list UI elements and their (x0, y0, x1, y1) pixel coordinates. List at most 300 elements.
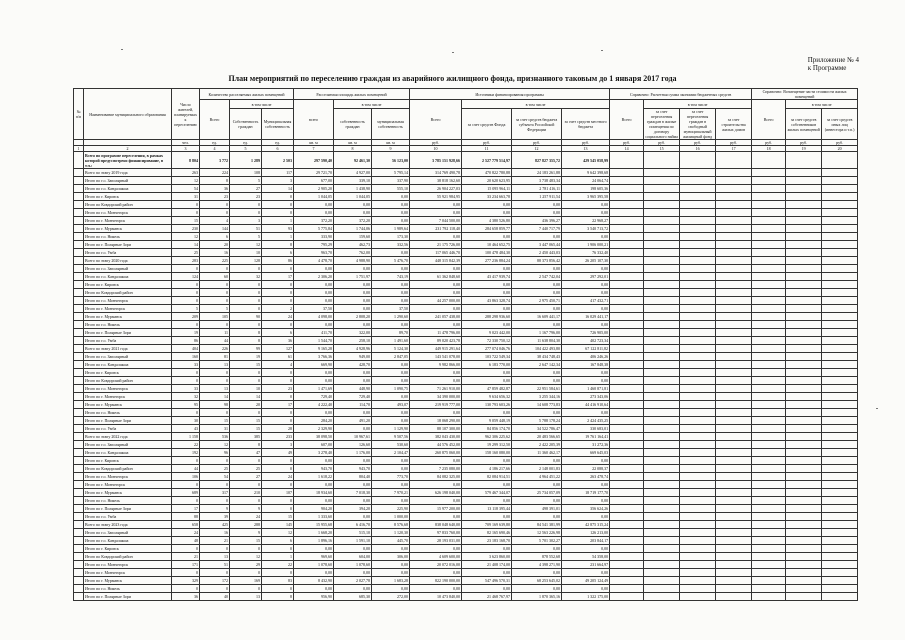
row-value (610, 265, 644, 273)
row-value (610, 305, 644, 313)
row-value: 0,00 (294, 457, 334, 465)
row-value (786, 353, 822, 361)
row-value: 0 (262, 505, 294, 513)
row-value (716, 361, 752, 369)
row-value (822, 257, 858, 265)
row-value: 0 (172, 265, 200, 273)
row-value: 21 (172, 553, 200, 561)
row-value: 1 (262, 553, 294, 561)
row-value: 0,00 (462, 305, 512, 313)
row-value: 3 766,36 (294, 353, 334, 361)
row-value: 0,00 (372, 465, 410, 473)
row-value: 21 468 767,97 (462, 593, 512, 601)
total-row-label: Всего по программе переселения, в рамках которой предусмотрено финансирование, в т.ч.: (84, 152, 172, 169)
row-value (752, 305, 786, 313)
row-value (752, 361, 786, 369)
row-value: 0,00 (372, 457, 410, 465)
row-value (716, 561, 752, 569)
row-value (716, 169, 752, 177)
unit-cell: руб. (562, 140, 610, 146)
row-value: 124 (172, 273, 200, 281)
row-value (610, 249, 644, 257)
row-label: Итого по г.о. Мончегорск (84, 473, 172, 481)
row-value: 773,70 (372, 473, 410, 481)
row-value: 669 645,03 (562, 449, 610, 457)
row-value: 29 721,70 (294, 169, 334, 177)
table-row (74, 297, 858, 305)
row-value: 21 175 726,00 (410, 241, 462, 249)
row-value: 16 029 441,17 (562, 313, 610, 321)
row-value: 3 (262, 441, 294, 449)
row-value: 24 (230, 513, 262, 521)
row-value: 658 (172, 521, 200, 529)
row-value: 105 (200, 313, 230, 321)
row-value (822, 481, 858, 489)
row-value (610, 385, 644, 393)
row-value (680, 569, 716, 577)
col-fin-fund: за счет средств Фонда (462, 109, 512, 140)
row-value (644, 537, 680, 545)
col-econ-b: за счет переселения граждан в свободный муниципальный жилищный фонд (680, 109, 716, 140)
row-value (644, 529, 680, 537)
row-value (716, 217, 752, 225)
table-row (74, 209, 858, 217)
row-value: 0,00 (372, 417, 410, 425)
row-value (822, 217, 858, 225)
row-value: 24 (262, 313, 294, 321)
row-value (822, 241, 858, 249)
row-value (644, 321, 680, 329)
row-value: 0,00 (512, 377, 562, 385)
row-value (752, 217, 786, 225)
row-value (822, 457, 858, 465)
col-comp-total: Всего (752, 100, 786, 140)
row-value (644, 273, 680, 281)
row-value: 284 658 859,77 (462, 225, 512, 233)
table-row (74, 521, 858, 529)
row-value (716, 473, 752, 481)
row-label: Итого по Ковдорский район (84, 465, 172, 473)
row-value: 0,00 (294, 369, 334, 377)
row-value: 2 547 742,04 (512, 273, 562, 281)
row-value: 219 919 777,00 (410, 401, 462, 409)
row-value (644, 249, 680, 257)
table-row (74, 505, 858, 513)
row-value (610, 457, 644, 465)
row-value (716, 385, 752, 393)
row-value: 130 793 603,26 (462, 401, 512, 409)
table-row (74, 441, 858, 449)
row-value: 0,00 (410, 457, 462, 465)
row-value: 0,00 (372, 585, 410, 593)
row-value: 23 (230, 193, 262, 201)
row-value: 117 065 446,70 (410, 249, 462, 257)
row-value: 0,00 (372, 361, 410, 369)
row-value: 0,00 (562, 265, 610, 273)
row-value (822, 521, 858, 529)
row-value (752, 433, 786, 441)
row-value (610, 209, 644, 217)
row-value: 37,50 (294, 305, 334, 313)
row-value: 173,30 (372, 233, 410, 241)
column-number: 5 (230, 146, 262, 152)
column-number: 1 (74, 146, 84, 152)
row-value: 0,00 (562, 497, 610, 505)
row-value (680, 585, 716, 593)
row-value: 1 333,60 (294, 513, 334, 521)
row-value: 1 (262, 233, 294, 241)
row-label: Всего по этапу 2022 года (84, 433, 172, 441)
row-value (610, 169, 644, 177)
row-value: 288 298 936,60 (462, 313, 512, 321)
row-value (752, 481, 786, 489)
row-value (680, 377, 716, 385)
row-label: Итого по г.о. Умба (84, 425, 172, 433)
row-value (822, 473, 858, 481)
row-value: 28 (262, 425, 294, 433)
row-value: 709 169 639,80 (462, 521, 512, 529)
row-value: 0,00 (294, 281, 334, 289)
row-value: 0 (230, 321, 262, 329)
row-value: 0,00 (512, 369, 562, 377)
row-value (716, 425, 752, 433)
row-value: 322,00 (334, 329, 372, 337)
row-value (752, 369, 786, 377)
column-number: 17 (716, 146, 752, 152)
row-value: 5 (230, 177, 262, 185)
table-row (74, 249, 858, 257)
col-no-header: № п/п (74, 89, 84, 140)
row-value: 685,30 (334, 593, 372, 601)
unit-cell: руб. (822, 140, 858, 146)
row-value: 943,70 (334, 465, 372, 473)
row-value (610, 225, 644, 233)
row-value (716, 513, 752, 521)
row-value: 12 (172, 177, 200, 185)
row-value: 0,00 (372, 393, 410, 401)
row-value (786, 441, 822, 449)
row-value: 44 (172, 465, 200, 473)
row-value: 18 719 177,70 (562, 489, 610, 497)
row-value (786, 585, 822, 593)
unit-cell: руб. (410, 140, 462, 146)
row-value: 1 460 871,81 (562, 385, 610, 393)
row-value (680, 529, 716, 537)
row-value: 23 (200, 193, 230, 201)
row-value (610, 425, 644, 433)
row-value: 0,00 (562, 209, 610, 217)
row-value: 0,00 (334, 409, 372, 417)
row-value: 0,00 (334, 377, 372, 385)
comp-in-that: в том числе (786, 100, 858, 109)
row-value: 43 (172, 425, 200, 433)
row-value: 231 664,97 (562, 561, 610, 569)
row-label: Итого по Ковдорский район (84, 377, 172, 385)
row-value: 0,00 (410, 545, 462, 553)
row-value (644, 473, 680, 481)
row-value: 23 183 168,70 (462, 537, 512, 545)
row-value: 0,00 (334, 297, 372, 305)
row-value: 0,00 (334, 569, 372, 577)
row-value (752, 297, 786, 305)
row-value: 0,00 (462, 409, 512, 417)
row-value: 82 165 690,46 (462, 529, 512, 537)
table-row (74, 345, 858, 353)
row-value: 4 398 271,90 (512, 561, 562, 569)
row-value (680, 521, 716, 529)
row-value (610, 313, 644, 321)
row-value: 436 396,27 (512, 217, 562, 225)
row-value: 0,00 (334, 281, 372, 289)
row-value: 284,20 (294, 417, 334, 425)
row-value: 47 (230, 449, 262, 457)
row-value (680, 329, 716, 337)
row-value: 491,20 (334, 417, 372, 425)
table-row (74, 585, 858, 593)
row-value (644, 329, 680, 337)
row-value: 0 (172, 289, 200, 297)
row-value: 0,00 (334, 321, 372, 329)
row-value (716, 201, 752, 209)
row-value: 3 255 344,16 (512, 393, 562, 401)
row-value: 0 (172, 545, 200, 553)
row-value: 15 095 964,11 (462, 185, 512, 193)
table-row (74, 569, 858, 577)
row-value (610, 369, 644, 377)
row-value: 0,00 (410, 497, 462, 505)
column-number: 19 (786, 146, 822, 152)
row-value (786, 393, 822, 401)
row-value: 2 306,20 (294, 273, 334, 281)
row-value: 107 (262, 489, 294, 497)
row-value: 607,00 (294, 441, 334, 449)
row-value (822, 393, 858, 401)
row-value: 17 (172, 505, 200, 513)
row-label: Итого по г.о. Кандалакша (84, 537, 172, 545)
row-value: 579 467 344,07 (462, 489, 512, 497)
row-label: Итого по г. Мончегорск (84, 393, 172, 401)
row-value: 2 450 443,03 (512, 249, 562, 257)
row-value (822, 281, 858, 289)
row-value: 1 (262, 217, 294, 225)
row-value (822, 545, 858, 553)
row-label: Итого по г. Мурманск (84, 313, 172, 321)
row-value (716, 593, 752, 601)
row-value: 54 (200, 473, 230, 481)
row-value: 0,00 (334, 305, 372, 313)
row-value: 51 (230, 225, 262, 233)
row-value (610, 377, 644, 385)
row-value: 0,00 (410, 265, 462, 273)
row-value: 0,00 (562, 409, 610, 417)
row-value: 493,07 (372, 401, 410, 409)
row-value: 103 722 549,34 (462, 353, 512, 361)
row-value: 106 (172, 473, 200, 481)
row-label: Итого по г.о. Мончегорск (84, 297, 172, 305)
row-value: 169 (230, 577, 262, 585)
row-value: 5 788 178,24 (512, 417, 562, 425)
row-value: 333,90 (294, 233, 334, 241)
appendix-note (808, 56, 859, 72)
row-value (822, 265, 858, 273)
row-value: 0,00 (410, 513, 462, 521)
row-value (752, 313, 786, 321)
row-value (644, 185, 680, 193)
row-value: 6 (200, 233, 230, 241)
row-value (644, 417, 680, 425)
row-value: 0,00 (372, 481, 410, 489)
row-value: 0 (200, 321, 230, 329)
col-residents-header: Число жителей, планируемых к переселению (172, 89, 200, 140)
row-value: 0,00 (334, 289, 372, 297)
row-value: 88 (172, 513, 200, 521)
row-value: 0 (262, 281, 294, 289)
row-value: 0 (262, 265, 294, 273)
row-value (786, 377, 822, 385)
row-value: 4 928,96 (334, 345, 372, 353)
row-value (786, 433, 822, 441)
row-value (610, 193, 644, 201)
row-value (786, 209, 822, 217)
row-value: 9 642 398,68 (562, 169, 610, 177)
row-value (786, 553, 822, 561)
row-value (644, 497, 680, 505)
row-value: 0 (230, 209, 262, 217)
row-value (644, 305, 680, 313)
row-value: 15 (230, 417, 262, 425)
row-value: 99 (230, 345, 262, 353)
row-label: Итого по г. Полярные Зори (84, 329, 172, 337)
row-value: 0,00 (462, 513, 512, 521)
row-value: 0,00 (294, 569, 334, 577)
table-row (74, 545, 858, 553)
table-row (74, 425, 858, 433)
row-value: 0,00 (410, 321, 462, 329)
row-value: 1 290,60 (372, 313, 410, 321)
column-number: 6 (262, 146, 294, 152)
row-value: 498 391,01 (512, 505, 562, 513)
group-compensation-header: Справочно: Возмещение части стоимости жилых помещений (752, 89, 858, 100)
row-value: 20 483 566,65 (512, 433, 562, 441)
total-value: 2 503 (262, 152, 294, 169)
row-value: 626 198 040,00 (410, 489, 462, 497)
table-row (74, 377, 858, 385)
table-row (74, 353, 858, 361)
row-value (786, 577, 822, 585)
row-value: 330 683,01 (562, 425, 610, 433)
row-value: 726 905,00 (562, 329, 610, 337)
row-value (644, 177, 680, 185)
row-value (680, 345, 716, 353)
row-value: 0 (262, 321, 294, 329)
row-value: 0 (262, 409, 294, 417)
unit-cell: кв. м (372, 140, 410, 146)
row-value (644, 401, 680, 409)
row-value (610, 393, 644, 401)
row-value (610, 185, 644, 193)
row-value: 0,00 (462, 369, 512, 377)
row-value: 404 (172, 345, 200, 353)
row-value: 25 (200, 465, 230, 473)
row-value: 0,00 (462, 457, 512, 465)
row-value (822, 369, 858, 377)
row-value: 5 124,30 (372, 345, 410, 353)
col-name-header: Наименование муниципального образования (84, 89, 172, 140)
row-value (610, 401, 644, 409)
row-value: 949,00 (334, 353, 372, 361)
group-economy-header: Справочно: Расчетная сумма экономии бюджетных средств (610, 89, 752, 100)
row-value: 8 (230, 337, 262, 345)
row-value: 2 027,78 (334, 577, 372, 585)
row-label: Всего по этапу 2021 года (84, 345, 172, 353)
row-value: 3 447 065,44 (512, 241, 562, 249)
row-value: 2 (262, 305, 294, 313)
row-value (716, 193, 752, 201)
total-value: 8 804 (172, 152, 200, 169)
row-value: 34 522 786,47 (512, 425, 562, 433)
row-value: 0 (200, 369, 230, 377)
row-value: 804,40 (334, 473, 372, 481)
row-value (752, 497, 786, 505)
row-value (680, 289, 716, 297)
row-value: 0,00 (372, 321, 410, 329)
row-value: 6 (262, 537, 294, 545)
row-value (752, 185, 786, 193)
row-value: 0,00 (562, 585, 610, 593)
row-value: 13 118 395,44 (462, 505, 512, 513)
row-label: Итого по г.о. Кандалакша (84, 273, 172, 281)
row-value (680, 361, 716, 369)
row-value: 4 927,00 (334, 169, 372, 177)
row-value: 0 (230, 369, 262, 377)
row-value (752, 593, 786, 601)
row-value: 0 (230, 289, 262, 297)
row-value: 0,00 (334, 585, 372, 593)
row-value (680, 593, 716, 601)
row-value (716, 297, 752, 305)
row-value: 1 090,75 (372, 385, 410, 393)
row-value (644, 297, 680, 305)
column-number: 4 (200, 146, 230, 152)
row-value (786, 513, 822, 521)
row-value: 0,00 (562, 513, 610, 521)
row-value: 0,00 (512, 513, 562, 521)
row-value (610, 545, 644, 553)
total-value (610, 152, 644, 169)
row-value (610, 329, 644, 337)
row-value (644, 289, 680, 297)
row-value: 1 078,60 (294, 561, 334, 569)
row-value (716, 577, 752, 585)
row-value (822, 513, 858, 521)
row-value: 18 934,60 (294, 489, 334, 497)
row-value (716, 553, 752, 561)
row-value: 5 795,14 (372, 169, 410, 177)
row-value: 0,00 (462, 233, 512, 241)
row-value: 84 082 325,00 (410, 473, 462, 481)
row-value: 83 (262, 577, 294, 585)
row-value: 29 (230, 561, 262, 569)
row-value (786, 249, 822, 257)
row-value (822, 273, 858, 281)
row-value: 0,00 (410, 201, 462, 209)
row-value: 12 (230, 553, 262, 561)
row-label: Всего по этапу 2019 года (84, 169, 172, 177)
row-value (644, 585, 680, 593)
row-value: 0,00 (562, 281, 610, 289)
row-value: 144 (200, 225, 230, 233)
row-value (822, 505, 858, 513)
